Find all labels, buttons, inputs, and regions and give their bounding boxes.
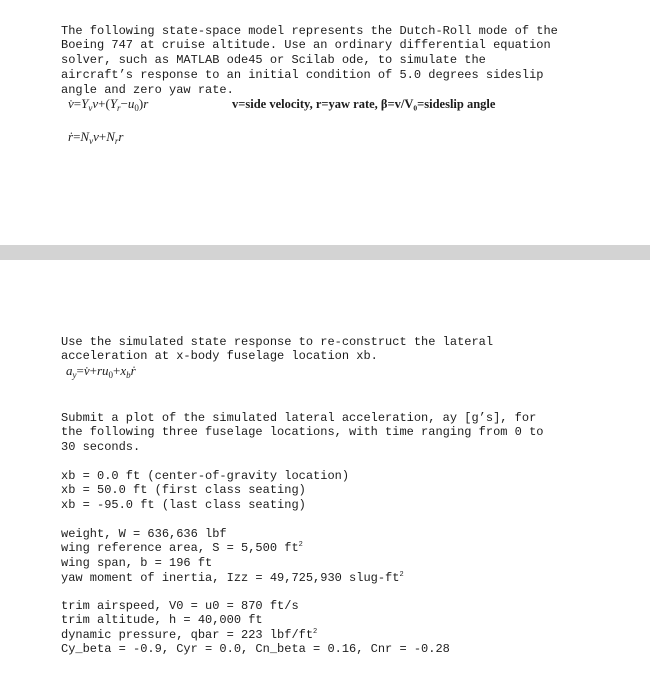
param-yaw-inertia: yaw moment of inertia, Izz = 49,725,930 slug-$ft^2$: [61, 570, 404, 585]
paragraph-line: 30 seconds.: [61, 440, 141, 455]
trim-dynamic-pressure: dynamic pressure, qbar = 223 lbf/$ft^2$: [61, 628, 318, 643]
paragraph-line: the following three fuselage locations, with time ranging from 0 to: [61, 425, 544, 440]
trim-altitude: trim altitude, h = 40,000 ft: [61, 613, 263, 628]
equation-lateral-acceleration: $a_y=v̇+ru_0+x_bṙ$: [66, 363, 136, 380]
page-divider: [0, 245, 650, 260]
paragraph-line: Submit a plot of the simulated lateral acceleration, ay [g’s], for: [61, 410, 537, 425]
location-item: xb = -95.0 ft (last class seating): [61, 498, 306, 513]
param-wing-area: wing reference area, S = 5,500 $ft^2$: [61, 541, 303, 556]
equation-yaw-rate: $ṙ=N_vv+N_rr$: [68, 129, 124, 146]
location-item: xb = 50.0 ft (first class seating): [61, 483, 306, 498]
intro-line: solver, such as MATLAB ode45 or Scilab ode, to simulate the: [61, 53, 486, 68]
stability-coefficients: Cy_beta = -0.9, Cyr = 0.0, Cn_beta = 0.16, Cnr = -0.28: [61, 642, 450, 656]
param-wing-span: wing span, b = 196 ft: [61, 556, 213, 571]
location-item: xb = 0.0 ft (center-of-gravity location): [61, 468, 350, 483]
param-weight: weight, W = 636,636 lbf: [61, 526, 227, 541]
intro-line: The following state-space model represents the Dutch-Roll mode of the: [61, 23, 558, 38]
intro-line: angle and zero yaw rate.: [61, 82, 234, 97]
trim-airspeed: trim airspeed, V0 = u0 = 870 ft/s: [61, 598, 299, 613]
intro-line: aircraft’s response to an initial condition of 5.0 degrees sideslip: [61, 67, 544, 82]
equation-side-velocity: $v̇=Y_vv+(Y_r-u_0)r$: [68, 96, 149, 113]
variable-definitions: v=side velocity, r=yaw rate, β=v/V₀=sideslip angle: [232, 97, 496, 111]
intro-line: Boeing 747 at cruise altitude. Use an ordinary differential equation: [61, 38, 551, 53]
paragraph-line: acceleration at x-body fuselage location xb.: [61, 349, 378, 364]
paragraph-line: Use the simulated state response to re-construct the lateral: [61, 334, 494, 349]
